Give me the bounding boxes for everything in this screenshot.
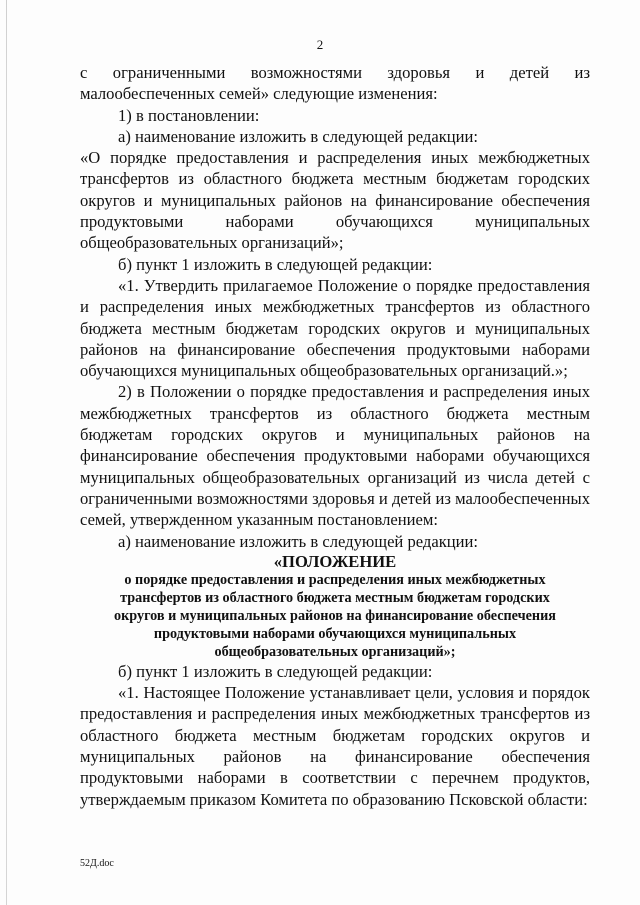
heading-line: округов и муниципальных районов на финансирование обеспечения [114, 607, 556, 624]
paragraph-item-b-2: б) пункт 1 изложить в следующей редакции: [118, 661, 433, 681]
paragraph-item-1: 1) в постановлении: [118, 105, 260, 125]
heading-title: «ПОЛОЖЕНИЕ [273, 551, 397, 571]
heading-line: трансфертов из областного бюджета местным бюджетам городских [120, 589, 550, 606]
paragraph-clause-1: «1. Утвердить прилагаемое Положение о порядке предоставления и распределения иных межбюджетных трансфертов из областного бюджета местным бюджетам городских округов и муниципальных районов на финансирование обеспечения продуктовыми наборами обучающихся муниципальных общеобразовательных организаций.»; [80, 275, 590, 381]
file-name-footer: 52Д.doc [80, 858, 114, 869]
document-body [80, 62, 590, 810]
heading-line: общеобразовательных организаций»; [214, 643, 456, 660]
paragraph-continuation: с ограниченными возможностями здоровья и детей из малообеспеченных семей» следующие изменения: [80, 63, 590, 104]
paragraph-item-b: б) пункт 1 изложить в следующей редакции: [118, 254, 433, 274]
page-number: 2 [316, 37, 324, 52]
paragraph-item-a-2: а) наименование изложить в следующей редакции: [118, 531, 479, 551]
paragraph-item-a: а) наименование изложить в следующей редакции: [118, 126, 479, 146]
heading-line: продуктовыми наборами обучающихся муниципальных [153, 625, 517, 642]
scan-edge [6, 0, 7, 905]
paragraph-item-2: 2) в Положении о порядке предоставления и распределения иных межбюджетных трансфертов из областного бюджета местным бюджетам городских округов и муниципальных районов на финансирование обеспечения продуктовыми наборами обучающихся муниципальных общеобразовательных организаций из числа детей с ограниченными возможностями здоровья и детей из малообеспеченных семей, утвержденном указанным постановлением: [80, 382, 590, 530]
heading-line: о порядке предоставления и распределения иных межбюджетных [124, 571, 546, 588]
paragraph-new-title: «О порядке предоставления и распределения иных межбюджетных трансфертов из областного бюджета местным бюджетам городских округов и муниципальных районов на финансирование обеспечения продуктовыми наборами обучающихся муниципальных общеобразовательных организаций»; [80, 148, 590, 253]
paragraph-clause-1-new: «1. Настоящее Положение устанавливает цели, условия и порядок предоставления и распределения иных межбюджетных трансфертов из областного бюджета местным бюджетам городских округов и муниципальных районов на финансирование обеспечения продуктовыми наборами в соответствии с перечнем продуктов, утверждаемым приказом Комитета по образованию Псковской области: [80, 683, 590, 809]
